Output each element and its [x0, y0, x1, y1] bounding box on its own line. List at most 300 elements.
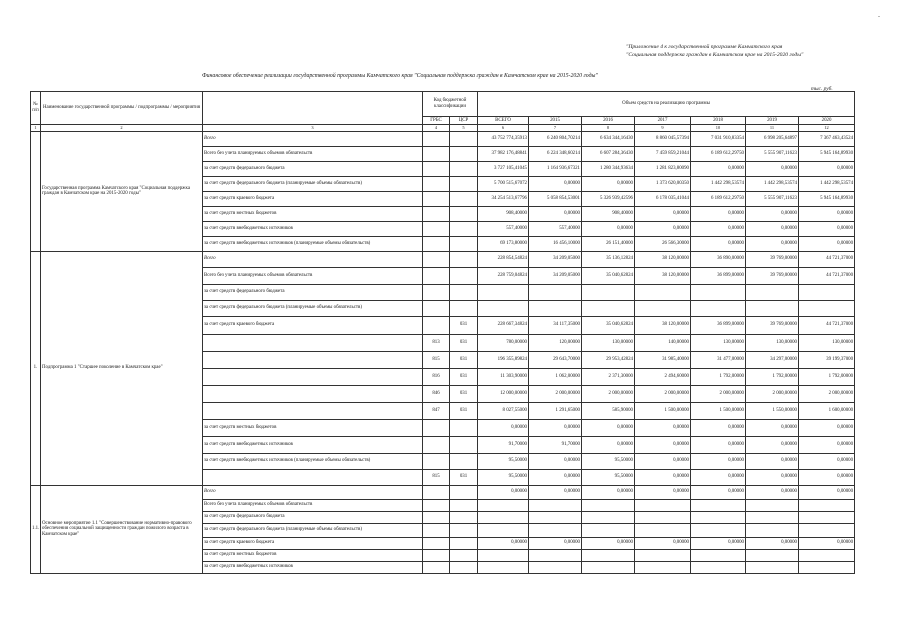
year-value: 34 209,05000 [529, 251, 582, 267]
total-value: 91,70000 [478, 436, 529, 453]
year-value: 0,00000 [799, 161, 855, 176]
total-value: 228 759,04824 [478, 267, 529, 284]
year-value [691, 511, 746, 523]
year-value: 95,50000 [582, 469, 635, 485]
year-value: 0,00000 [529, 537, 582, 549]
year-value: 1 550,00000 [746, 402, 799, 419]
year-value: 0,00000 [529, 453, 582, 469]
total-value: 11 303,90000 [478, 368, 529, 385]
row-number [31, 131, 41, 251]
year-value [582, 499, 635, 511]
year-value: 35 136,12824 [582, 251, 635, 267]
grbs-code [423, 131, 450, 146]
year-value [746, 549, 799, 561]
total-value [478, 523, 529, 537]
table-row [31, 251, 855, 267]
year-value [635, 549, 691, 561]
year-value [691, 549, 746, 561]
year-value: 1 442 298,53574 [691, 176, 746, 191]
year-value: 44 721,37000 [799, 251, 855, 267]
grbs-code [423, 549, 450, 561]
year-value: 16 456,10000 [529, 236, 582, 251]
total-value [478, 549, 529, 561]
column-number: 2 [41, 125, 203, 132]
grbs-code [423, 191, 450, 206]
year-value: 130,00000 [582, 334, 635, 351]
year-value: 6 998 205,64897 [746, 131, 799, 146]
appendix-line-2: "Социальная поддержка граждан в Камчатском крае на 2015-2020 годы" [626, 51, 804, 58]
grbs-code [423, 523, 450, 537]
total-value: 5 700 515,67072 [478, 176, 529, 191]
grbs-code [423, 176, 450, 191]
year-value: 5 945 164,89930 [799, 146, 855, 161]
funding-source: за счет средств федерального бюджета (планируемые объемы обязательств) [203, 523, 423, 537]
grbs-code [423, 284, 450, 300]
csr-code [450, 251, 478, 267]
grbs-code [423, 161, 450, 176]
column-number: 6 [478, 125, 529, 132]
year-value: 0,00000 [799, 485, 855, 499]
year-value: 6 178 035,41044 [635, 191, 691, 206]
year-value: 39 769,00000 [746, 316, 799, 334]
total-value: 95,50000 [478, 469, 529, 485]
year-value: 34 117,35000 [529, 316, 582, 334]
grbs-code [423, 485, 450, 499]
year-value: 31 477,00000 [691, 351, 746, 368]
row-name: Основное мероприятие 1.1 "Совершенствование нормативно-правового обеспечения социальной защищенности граждан пожилого возраста в Камчатском крае" [41, 485, 203, 573]
year-value: 0,00000 [691, 419, 746, 436]
total-value: 3 727 105,41045 [478, 161, 529, 176]
total-value: 34 254 513,67796 [478, 191, 529, 206]
year-value: 585,90000 [582, 402, 635, 419]
year-value [746, 511, 799, 523]
grbs-code: 846 [423, 385, 450, 402]
grbs-code [423, 419, 450, 436]
column-number: 4 [423, 125, 450, 132]
funding-source: за счет средств местных бюджетов [203, 549, 423, 561]
year-value: 29 643,70000 [529, 351, 582, 368]
total-value: 12 000,00000 [478, 385, 529, 402]
year-value: 2 494,60000 [635, 368, 691, 385]
year-value: 557,40000 [529, 221, 582, 236]
col-year-header: 2020 [799, 117, 855, 125]
grbs-code: 813 [423, 334, 450, 351]
year-value [635, 284, 691, 300]
csr-code [450, 561, 478, 573]
grbs-code [423, 146, 450, 161]
funding-source [203, 334, 423, 351]
year-value: 0,00000 [799, 436, 855, 453]
year-value: 1 164 936,67321 [529, 161, 582, 176]
funding-source: за счет средств федерального бюджета [203, 511, 423, 523]
year-value: 0,00000 [691, 485, 746, 499]
year-value [746, 499, 799, 511]
year-value: 1 291,65000 [529, 402, 582, 419]
csr-code: 031 [450, 351, 478, 368]
year-value: 39 769,00000 [746, 251, 799, 267]
csr-code [450, 499, 478, 511]
csr-code [450, 511, 478, 523]
csr-code [450, 176, 478, 191]
csr-code [450, 131, 478, 146]
csr-code [450, 537, 478, 549]
total-value: 557,40000 [478, 221, 529, 236]
col-budget-code-header: Код бюджетной классификации [423, 92, 478, 117]
year-value [635, 511, 691, 523]
header-row-1 [31, 92, 855, 117]
year-value: 6 189 612,29750 [691, 146, 746, 161]
year-value: 6 240 804,70214 [529, 131, 582, 146]
row-number: 1.1. [31, 485, 41, 573]
year-value [582, 300, 635, 316]
funding-source: за счет средств федерального бюджета [203, 161, 423, 176]
year-value [582, 511, 635, 523]
year-value [799, 300, 855, 316]
total-value: 69 173,80000 [478, 236, 529, 251]
csr-code: 031 [450, 334, 478, 351]
total-value: 196 355,89824 [478, 351, 529, 368]
funding-source: за счет средств местных бюджетов [203, 419, 423, 436]
year-value: 0,00000 [691, 436, 746, 453]
unit-label: тыс. руб. [811, 86, 833, 92]
grbs-code [423, 267, 450, 284]
col-volume-header: Объем средств на реализацию программы [478, 92, 855, 117]
grbs-code [423, 221, 450, 236]
funding-source: за счет средств внебюджетных источников (планируемые объемы обязательств) [203, 453, 423, 469]
funding-source: Всего [203, 251, 423, 267]
year-value: 140,00000 [635, 334, 691, 351]
year-value: 0,00000 [691, 221, 746, 236]
year-value: 0,00000 [691, 537, 746, 549]
row-name: Государственная программа Камчатского края "Социальная поддержка граждан в Камчатском крае на 2015-2020 годы" [41, 131, 203, 251]
row-number: 1. [31, 251, 41, 485]
year-value: 0,00000 [635, 453, 691, 469]
grbs-code [423, 537, 450, 549]
csr-code [450, 284, 478, 300]
funding-source: за счет средств внебюджетных источников [203, 221, 423, 236]
year-value: 1 062,00000 [529, 368, 582, 385]
csr-code: 031 [450, 316, 478, 334]
total-value: 43 752 774,35913 [478, 131, 529, 146]
column-number: 7 [529, 125, 582, 132]
csr-code: 031 [450, 469, 478, 485]
year-value: 130,00000 [746, 334, 799, 351]
year-value [799, 549, 855, 561]
total-value: 8 027,55000 [478, 402, 529, 419]
column-number: 10 [691, 125, 746, 132]
year-value [746, 300, 799, 316]
csr-code [450, 191, 478, 206]
year-value: 1 600,00000 [799, 402, 855, 419]
year-value: 5 326 939,42596 [582, 191, 635, 206]
table-body [31, 131, 855, 573]
csr-code [450, 146, 478, 161]
year-value: 0,00000 [746, 485, 799, 499]
year-value: 1 280 344,93634 [582, 161, 635, 176]
csr-code: 031 [450, 385, 478, 402]
year-value: 2 000,00000 [691, 385, 746, 402]
year-value: 36 899,00000 [691, 267, 746, 284]
year-value: 44 721,37000 [799, 267, 855, 284]
year-value: 0,00000 [582, 221, 635, 236]
table-row [31, 131, 855, 146]
total-value [478, 284, 529, 300]
year-value: 0,00000 [799, 206, 855, 221]
year-value: 0,00000 [582, 485, 635, 499]
grbs-code: 815 [423, 469, 450, 485]
csr-code [450, 236, 478, 251]
funding-source: за счет средств федерального бюджета [203, 284, 423, 300]
grbs-code: 815 [423, 351, 450, 368]
column-number: 11 [746, 125, 799, 132]
year-value: 0,00000 [635, 419, 691, 436]
year-value [582, 549, 635, 561]
year-value [746, 523, 799, 537]
year-value: 0,00000 [691, 453, 746, 469]
total-value: 228 667,34824 [478, 316, 529, 334]
year-value: 0,00000 [799, 469, 855, 485]
funding-source: за счет средств местных бюджетов [203, 206, 423, 221]
year-value: 2 000,00000 [799, 385, 855, 402]
funding-source: Всего без учета планируемых объемов обязательств [203, 267, 423, 284]
year-value: 36 890,00000 [691, 251, 746, 267]
grbs-code: 816 [423, 368, 450, 385]
year-value: 38 120,00000 [635, 251, 691, 267]
grbs-code [423, 561, 450, 573]
year-value: 0,00000 [799, 221, 855, 236]
year-value [529, 561, 582, 573]
funding-source: за счет средств федерального бюджета (планируемые объемы обязательств) [203, 176, 423, 191]
funding-source [203, 469, 423, 485]
grbs-code [423, 206, 450, 221]
year-value: 0,00000 [691, 161, 746, 176]
table-row [31, 485, 855, 499]
year-value: 0,00000 [746, 221, 799, 236]
year-value: 130,00000 [691, 334, 746, 351]
grbs-code [423, 316, 450, 334]
year-value: 0,00000 [635, 537, 691, 549]
year-value: 5 945 164,89930 [799, 191, 855, 206]
grbs-code [423, 436, 450, 453]
col-csr-header: ЦСР [450, 117, 478, 125]
year-value: 0,00000 [635, 221, 691, 236]
csr-code [450, 436, 478, 453]
year-value [582, 561, 635, 573]
total-value [478, 499, 529, 511]
year-value [529, 284, 582, 300]
year-value: 0,00000 [746, 436, 799, 453]
total-value: 908,40000 [478, 206, 529, 221]
year-value: 120,00000 [529, 334, 582, 351]
year-value [635, 523, 691, 537]
year-value [691, 499, 746, 511]
year-value [691, 561, 746, 573]
year-value: 0,00000 [582, 537, 635, 549]
year-value [799, 499, 855, 511]
column-number: 9 [635, 125, 691, 132]
year-value: 7 031 910,83354 [691, 131, 746, 146]
funding-source: за счет средств краевого бюджета [203, 316, 423, 334]
year-value: 130,00000 [799, 334, 855, 351]
csr-code [450, 453, 478, 469]
year-value: 5 555 907,11623 [746, 191, 799, 206]
year-value: 95,50000 [582, 453, 635, 469]
funding-source [203, 385, 423, 402]
year-value: 91,70000 [529, 436, 582, 453]
year-value: 0,00000 [582, 436, 635, 453]
year-value [691, 523, 746, 537]
funding-source: за счет средств внебюджетных источников [203, 561, 423, 573]
grbs-code [423, 251, 450, 267]
year-value [529, 499, 582, 511]
year-value [582, 523, 635, 537]
year-value: 0,00000 [529, 419, 582, 436]
year-value: 0,00000 [746, 537, 799, 549]
year-value [746, 561, 799, 573]
col-year-header: 2015 [529, 117, 582, 125]
grbs-code [423, 511, 450, 523]
year-value [799, 511, 855, 523]
year-value: 6 189 612,29750 [691, 191, 746, 206]
year-value: 0,00000 [635, 436, 691, 453]
col-year-header: 2018 [691, 117, 746, 125]
year-value: 0,00000 [635, 206, 691, 221]
column-numbers-row [31, 125, 855, 132]
total-value: 95,50000 [478, 453, 529, 469]
grbs-code: 847 [423, 402, 450, 419]
col-source-header [203, 92, 423, 125]
year-value: 6 224 348,60214 [529, 146, 582, 161]
year-value [635, 499, 691, 511]
total-value: 780,00000 [478, 334, 529, 351]
year-value [529, 511, 582, 523]
year-value [799, 523, 855, 537]
funding-source: Всего [203, 131, 423, 146]
appendix-note [626, 44, 803, 59]
csr-code [450, 419, 478, 436]
csr-code [450, 549, 478, 561]
total-value: 37 982 176,48841 [478, 146, 529, 161]
col-total-header: ВСЕГО [478, 117, 529, 125]
year-value: 0,00000 [691, 469, 746, 485]
year-value [635, 300, 691, 316]
funding-source [203, 351, 423, 368]
year-value: 7 367 463,43524 [799, 131, 855, 146]
csr-code [450, 206, 478, 221]
year-value: 0,00000 [529, 485, 582, 499]
year-value [529, 549, 582, 561]
col-year-header: 2017 [635, 117, 691, 125]
year-value [529, 300, 582, 316]
funding-source [203, 402, 423, 419]
grbs-code [423, 236, 450, 251]
grbs-code [423, 300, 450, 316]
year-value [529, 523, 582, 537]
csr-code [450, 523, 478, 537]
total-value [478, 561, 529, 573]
year-value: 35 040,62824 [582, 316, 635, 334]
csr-code [450, 485, 478, 499]
year-value: 1 442 298,53574 [746, 176, 799, 191]
year-value: 1 281 823,80090 [635, 161, 691, 176]
year-value: 5 058 854,53001 [529, 191, 582, 206]
year-value: 0,00000 [746, 419, 799, 436]
funding-source: Всего без учета планируемых объемов обязательств [203, 499, 423, 511]
document-title: Финансовое обеспечение реализации государственной программы Камчатского края "Социальная поддержка граждан в Камчатском крае на 2015-2020 годы" [202, 73, 598, 79]
col-year-header: 2019 [746, 117, 799, 125]
year-value [691, 300, 746, 316]
year-value: 908,40000 [582, 206, 635, 221]
csr-code [450, 267, 478, 284]
year-value: 26 566,30000 [635, 236, 691, 251]
year-value: 26 151,40000 [582, 236, 635, 251]
funding-source [203, 368, 423, 385]
year-value: 2 000,00000 [635, 385, 691, 402]
year-value: 0,00000 [691, 206, 746, 221]
funding-source: за счет средств краевого бюджета [203, 191, 423, 206]
year-value: 44 721,37000 [799, 316, 855, 334]
year-value: 34 297,00000 [746, 351, 799, 368]
funding-source: Всего без учета планируемых объемов обязательств [203, 146, 423, 161]
year-value: 5 555 907,11623 [746, 146, 799, 161]
year-value: 8 860 045,57394 [635, 131, 691, 146]
col-num-header: № п/п [31, 92, 41, 125]
csr-code: 031 [450, 402, 478, 419]
total-value: 228 854,54824 [478, 251, 529, 267]
csr-code [450, 300, 478, 316]
column-number: 5 [450, 125, 478, 132]
year-value: 38 120,00000 [635, 316, 691, 334]
year-value: 0,00000 [746, 206, 799, 221]
year-value: 1 792,00000 [799, 368, 855, 385]
year-value: 0,00000 [582, 176, 635, 191]
year-value: 0,00000 [746, 469, 799, 485]
grbs-code [423, 453, 450, 469]
funding-source: за счет средств внебюджетных источников [203, 436, 423, 453]
total-value: 0,00000 [478, 537, 529, 549]
year-value: 36 899,00000 [691, 316, 746, 334]
year-value: 0,00000 [746, 453, 799, 469]
year-value: 2 000,00000 [529, 385, 582, 402]
year-value: 1 792,00000 [746, 368, 799, 385]
year-value [799, 561, 855, 573]
column-number: 1 [31, 125, 41, 132]
year-value: 38 120,00000 [635, 267, 691, 284]
financing-table [30, 91, 855, 574]
year-value [799, 284, 855, 300]
funding-source: за счет средств краевого бюджета [203, 537, 423, 549]
grbs-code [423, 499, 450, 511]
year-value: 2 371,30000 [582, 368, 635, 385]
year-value: 0,00000 [529, 176, 582, 191]
year-value: 0,00000 [746, 236, 799, 251]
year-value: 34 209,05000 [529, 267, 582, 284]
year-value: 0,00000 [529, 469, 582, 485]
year-value: 1 442 298,53574 [799, 176, 855, 191]
total-value [478, 511, 529, 523]
funding-source: Всего [203, 485, 423, 499]
year-value: 6 607 284,36430 [582, 146, 635, 161]
year-value: 0,00000 [799, 453, 855, 469]
year-value [691, 284, 746, 300]
row-name: Подпрограмма 1 "Старшее поколение в Камчатском крае" [41, 251, 203, 485]
corner-mark: - [878, 14, 880, 20]
year-value: 0,00000 [582, 419, 635, 436]
year-value: 0,00000 [799, 419, 855, 436]
year-value [746, 284, 799, 300]
year-value: 6 634 344,16430 [582, 131, 635, 146]
year-value: 31 985,40000 [635, 351, 691, 368]
